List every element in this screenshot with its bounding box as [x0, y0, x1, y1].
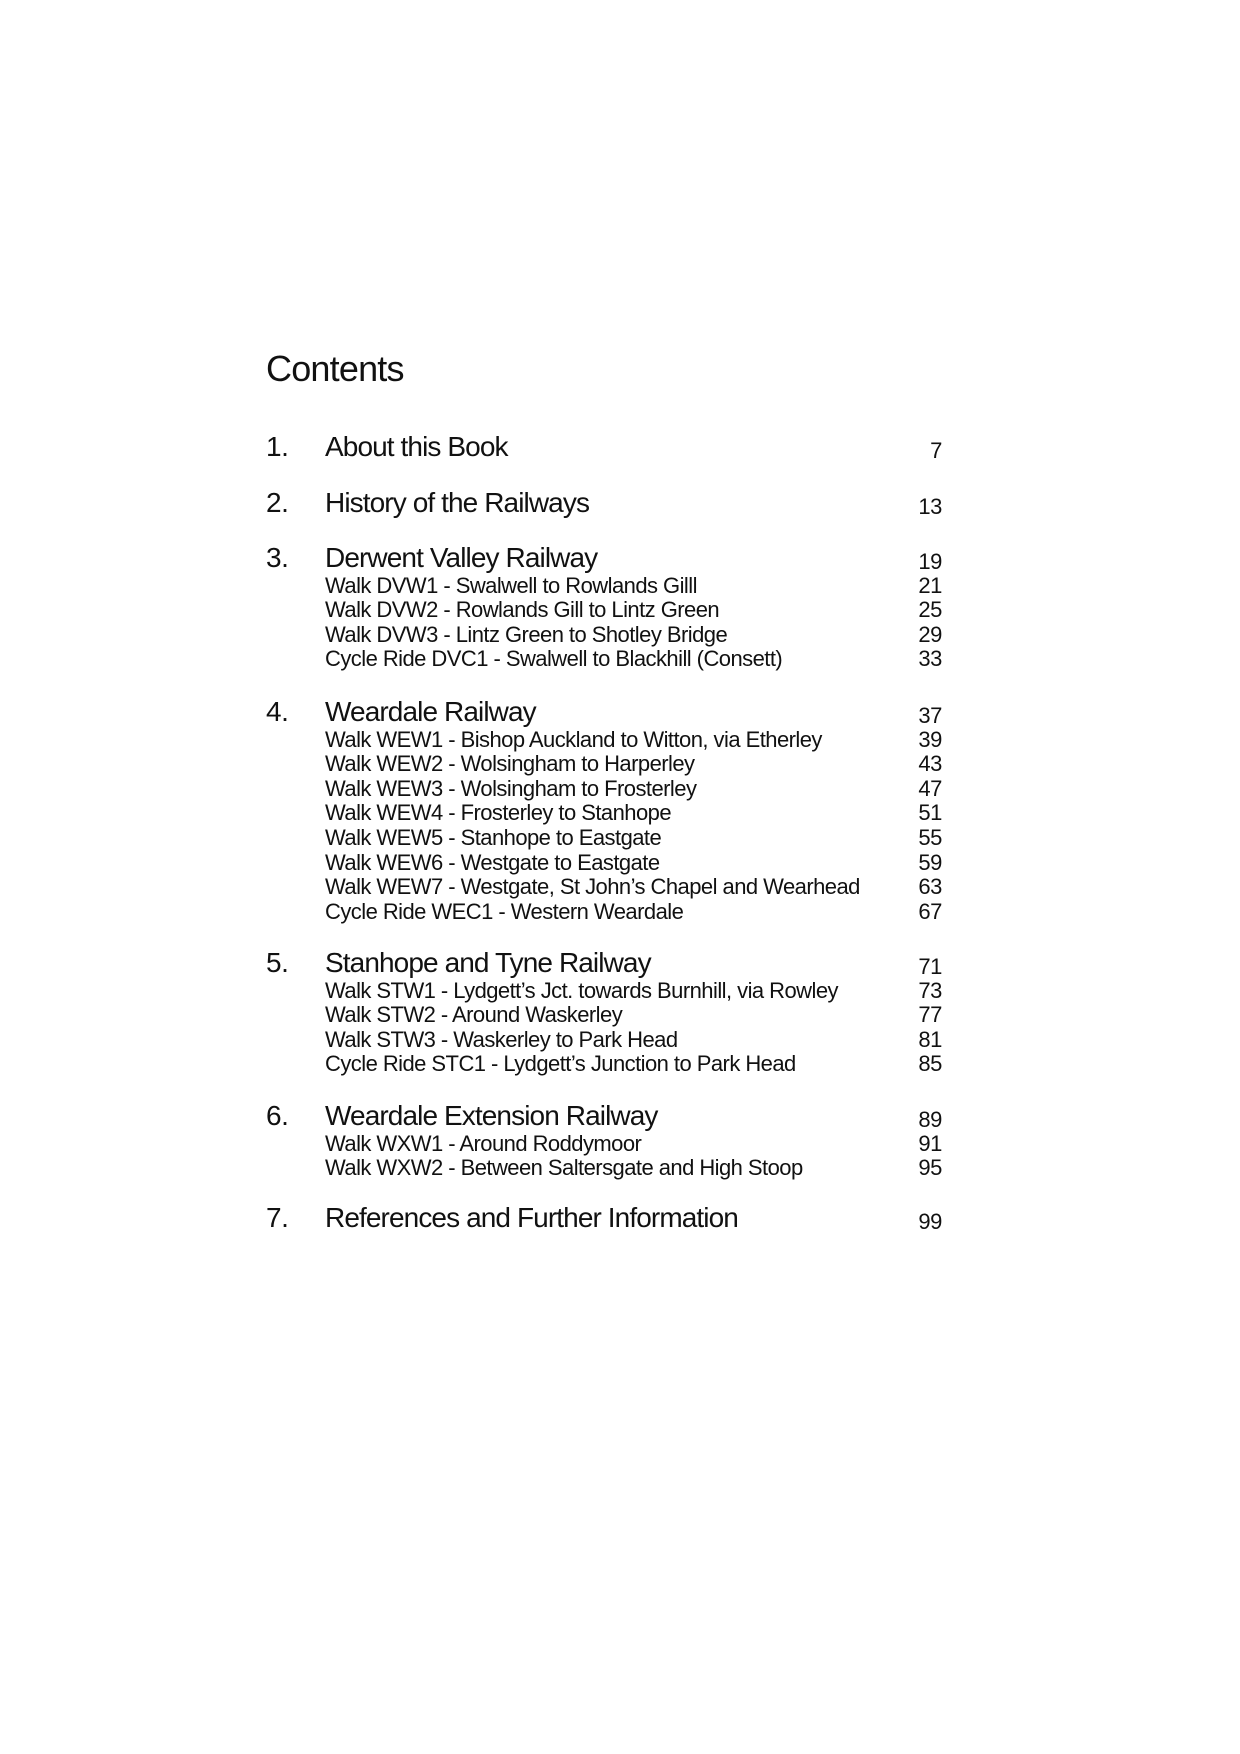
page-number: 73: [918, 977, 942, 1003]
toc-section-5: [266, 943, 942, 1075]
toc-subentry-stw2[interactable]: [266, 1002, 942, 1027]
page-number: 81: [918, 1026, 942, 1052]
page-number: 39: [918, 726, 942, 752]
subentry-title: Walk WEW3 - Wolsingham to Frosterley: [325, 775, 697, 801]
toc-subentry-stc1[interactable]: [266, 1051, 942, 1076]
page-number: 99: [918, 1209, 942, 1234]
page-number: 47: [918, 775, 942, 801]
toc-entry-weardale-extension-railway[interactable]: [266, 1096, 942, 1130]
subentry-title: Walk WEW6 - Westgate to Eastgate: [325, 849, 660, 875]
toc-subentry-wec1[interactable]: [266, 898, 942, 923]
subentry-title: Walk STW3 - Waskerley to Park Head: [325, 1026, 678, 1052]
page-number: 55: [918, 824, 942, 850]
section-title: About this Book: [325, 431, 508, 462]
subentry-title: Cycle Ride DVC1 - Swalwell to Blackhill (Consett): [325, 646, 783, 672]
section-number: 4.: [266, 696, 289, 727]
toc-subentry-wew3[interactable]: [266, 775, 942, 800]
section-number: 1.: [266, 431, 289, 462]
page-number: 89: [918, 1107, 942, 1132]
page-number: 43: [918, 751, 942, 777]
subentry-title: Walk WEW1 - Bishop Auckland to Witton, via Etherley: [325, 726, 822, 752]
section-number: 7.: [266, 1202, 289, 1233]
toc-entry-derwent-valley-railway[interactable]: [266, 538, 942, 572]
toc-subentry-dvc1[interactable]: [266, 646, 942, 671]
section-number: 6.: [266, 1100, 289, 1131]
toc-subentry-dvw2[interactable]: [266, 597, 942, 622]
toc-subentry-wew1[interactable]: [266, 726, 942, 751]
subentry-title: Walk WEW2 - Wolsingham to Harperley: [325, 751, 695, 777]
subentry-title: Walk WXW2 - Between Saltersgate and High Stoop: [325, 1155, 803, 1181]
toc-subentry-wew5[interactable]: [266, 824, 942, 849]
toc-subentry-wxw1[interactable]: [266, 1130, 942, 1155]
section-title: Weardale Extension Railway: [325, 1100, 658, 1131]
toc-section-7: [266, 1198, 942, 1232]
page-number: 51: [918, 800, 942, 826]
toc-subentry-dvw1[interactable]: [266, 572, 942, 597]
page-number: 85: [918, 1051, 942, 1077]
page-number: 67: [918, 898, 942, 924]
subentry-title: Walk STW1 - Lydgett’s Jct. towards Burnhill, via Rowley: [325, 977, 838, 1003]
page-number: 29: [918, 621, 942, 647]
page-number: 13: [918, 494, 942, 519]
page-number: 63: [918, 874, 942, 900]
page-number: 91: [918, 1130, 942, 1156]
page-number: 77: [918, 1002, 942, 1028]
section-number: 2.: [266, 487, 289, 518]
page-number: 71: [918, 954, 942, 979]
page-number: 37: [918, 703, 942, 728]
toc-entry-stanhope-and-tyne-railway[interactable]: [266, 943, 942, 977]
section-number: 3.: [266, 542, 289, 573]
subentry-title: Walk WEW4 - Frosterley to Stanhope: [325, 800, 672, 826]
toc-section-1: [266, 427, 942, 461]
toc-entry-references-and-further-information[interactable]: [266, 1198, 942, 1232]
toc-section-3: [266, 538, 942, 670]
toc-entry-weardale-railway[interactable]: [266, 692, 942, 726]
section-title: Weardale Railway: [325, 696, 536, 727]
subentry-title: Walk WEW5 - Stanhope to Eastgate: [325, 824, 662, 850]
toc-subentry-wew7[interactable]: [266, 874, 942, 899]
section-title: Derwent Valley Railway: [325, 542, 598, 573]
subentry-title: Walk DVW3 - Lintz Green to Shotley Bridge: [325, 621, 728, 647]
subentry-title: Walk DVW2 - Rowlands Gill to Lintz Green: [325, 597, 720, 623]
subentry-title: Walk DVW1 - Swalwell to Rowlands Gilll: [325, 572, 697, 598]
page-number: 19: [918, 549, 942, 574]
toc-subentry-wew6[interactable]: [266, 849, 942, 874]
page-number: 21: [918, 572, 942, 598]
subentry-title: Walk WXW1 - Around Roddymoor: [325, 1130, 642, 1156]
subentry-title: Walk WEW7 - Westgate, St John’s Chapel and Wearhead: [325, 874, 860, 900]
toc-subentry-dvw3[interactable]: [266, 621, 942, 646]
toc-subentry-stw3[interactable]: [266, 1026, 942, 1051]
section-number: 5.: [266, 947, 289, 978]
page-number: 59: [918, 849, 942, 875]
toc-subentry-wew2[interactable]: [266, 751, 942, 776]
page-number: 7: [930, 438, 942, 463]
page-number: 25: [918, 597, 942, 623]
toc-subentry-stw1[interactable]: [266, 977, 942, 1002]
section-title: Stanhope and Tyne Railway: [325, 947, 651, 978]
subentry-title: Cycle Ride WEC1 - Western Weardale: [325, 898, 684, 924]
page-number: 33: [918, 646, 942, 672]
section-title: References and Further Information: [325, 1202, 738, 1233]
toc-section-2: [266, 483, 942, 517]
toc-entry-history-of-the-railways[interactable]: [266, 483, 942, 517]
section-title: History of the Railways: [325, 487, 590, 518]
subentry-title: Cycle Ride STC1 - Lydgett’s Junction to Park Head: [325, 1051, 796, 1077]
page-number: 95: [918, 1155, 942, 1181]
toc-entry-about-this-book[interactable]: [266, 427, 942, 461]
page-title: Contents: [266, 348, 404, 389]
toc-subentry-wew4[interactable]: [266, 800, 942, 825]
subentry-title: Walk STW2 - Around Waskerley: [325, 1002, 623, 1028]
toc-section-4: [266, 692, 942, 923]
toc-subentry-wxw2[interactable]: [266, 1155, 942, 1180]
toc-section-6: [266, 1096, 942, 1179]
